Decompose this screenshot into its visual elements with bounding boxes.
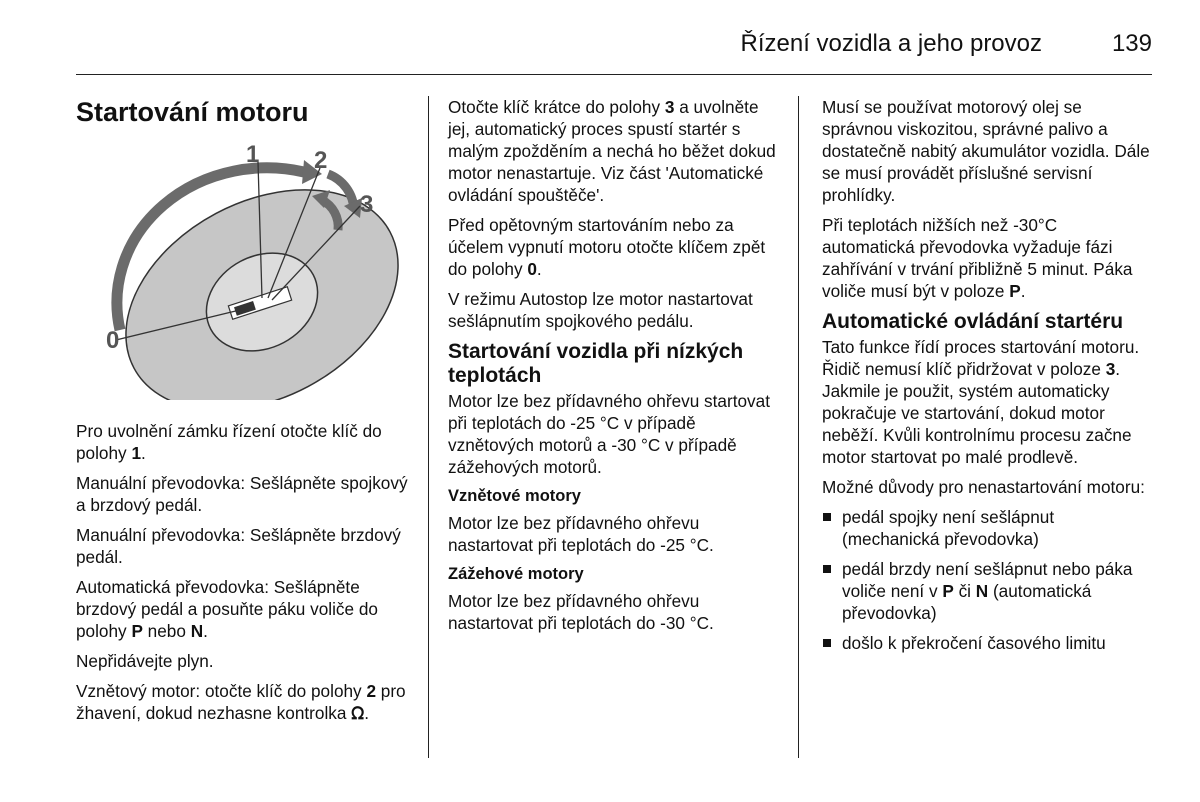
- paragraph: Otočte klíč krátce do polohy 3 a uvolněte jej, automatický proces spustí startér s malým zpožděním a nechá ho běžet dokud motor nenastartuje. Viz část 'Automatické ovládání spouštěče'.: [448, 97, 776, 205]
- sub-heading-diesel: Vznětové motory: [448, 487, 581, 505]
- page-number: 139: [1111, 30, 1152, 57]
- paragraph: Pro uvolnění zámku řízení otočte klíč do polohy 1.: [76, 421, 382, 463]
- paragraph: Motor lze bez přídavného ohřevu nastartovat při teplotách do -25 °C.: [448, 513, 714, 555]
- list-item: pedál brzdy není sešlápnut nebo páka voliče není v P či N (automatická převodovka): [822, 558, 1152, 624]
- paragraph: Nepřidávejte plyn.: [76, 651, 214, 671]
- bullet-square-icon: [823, 639, 831, 647]
- glow-plug-icon: ᘯ: [351, 703, 365, 723]
- paragraph: Manuální převodovka: Sešlápněte brzdový pedál.: [76, 525, 401, 567]
- ignition-switch-figure: [76, 140, 408, 400]
- column-1-text: [76, 420, 416, 732]
- pos0-label: 0: [106, 327, 120, 354]
- header-title: Řízení vozidla a jeho provoz: [740, 30, 1042, 57]
- paragraph: Možné důvody pro nenastartování motoru:: [822, 477, 1145, 497]
- reasons-list: [822, 506, 1152, 654]
- header-rule: [76, 74, 1152, 75]
- paragraph: Motor lze bez přídavného ohřevu startovat při teplotách do -25 °C v případě vznětových motorů a -30 °C v případě zážehových motorů.: [448, 391, 770, 477]
- list-item: pedál spojky není sešlápnut (mechanická převodovka): [822, 506, 1152, 550]
- column-divider: [798, 96, 799, 758]
- paragraph: Tato funkce řídí proces startování motoru. Řidič nemusí klíč přidržovat v poloze 3. Jakmile je použit, systém automaticky pokračuje ve startování, dokud motor neběží. Kvůli kontrolnímu procesu začne motor startovat po malé prodlevě.: [822, 337, 1140, 467]
- paragraph: Musí se používat motorový olej se správnou viskozitou, správné palivo a dostatečně nabitý akumulátor vozidla. Dále se musí provádět příslušné servisní prohlídky.: [822, 97, 1150, 205]
- paragraph: Vznětový motor: otočte klíč do polohy 2 pro žhavení, dokud nezhasne kontrolka ᘯ.: [76, 681, 406, 723]
- bullet-square-icon: [823, 513, 831, 521]
- pos1-label: 1: [246, 141, 260, 168]
- page-header: [76, 22, 1152, 74]
- column-divider: [428, 96, 429, 758]
- subsection-heading: Startování vozidla při nízkých teplotách: [448, 340, 744, 387]
- column-2: [448, 96, 778, 642]
- paragraph: Manuální převodovka: Sešlápněte spojkový a brzdový pedál.: [76, 473, 408, 515]
- pos3-label: 3: [360, 191, 374, 218]
- paragraph: Před opětovným startováním nebo za účelem vypnutí motoru otočte klíčem zpět do polohy 0.: [448, 215, 766, 279]
- bullet-square-icon: [823, 565, 831, 573]
- list-item: došlo k překročení časového limitu: [822, 632, 1152, 654]
- column-1: [76, 96, 416, 128]
- paragraph: V režimu Autostop lze motor nastartovat sešlápnutím spojkového pedálu.: [448, 289, 753, 331]
- section-heading: Startování motoru: [76, 97, 309, 127]
- subsection-heading: Automatické ovládání startéru: [822, 310, 1124, 333]
- paragraph: Automatická převodovka: Sešlápněte brzdový pedál a posuňte páku voliče do polohy P nebo N.: [76, 577, 378, 641]
- column-3: [822, 96, 1152, 662]
- pos2-label: 2: [314, 147, 328, 174]
- sub-heading-petrol: Zážehové motory: [448, 565, 584, 583]
- paragraph: Motor lze bez přídavného ohřevu nastartovat při teplotách do -30 °C.: [448, 591, 714, 633]
- paragraph: Při teplotách nižších než -30°C automatická převodovka vyžaduje fázi zahřívání v trvání přibližně 5 minut. Páka voliče musí být v poloze P.: [822, 215, 1133, 301]
